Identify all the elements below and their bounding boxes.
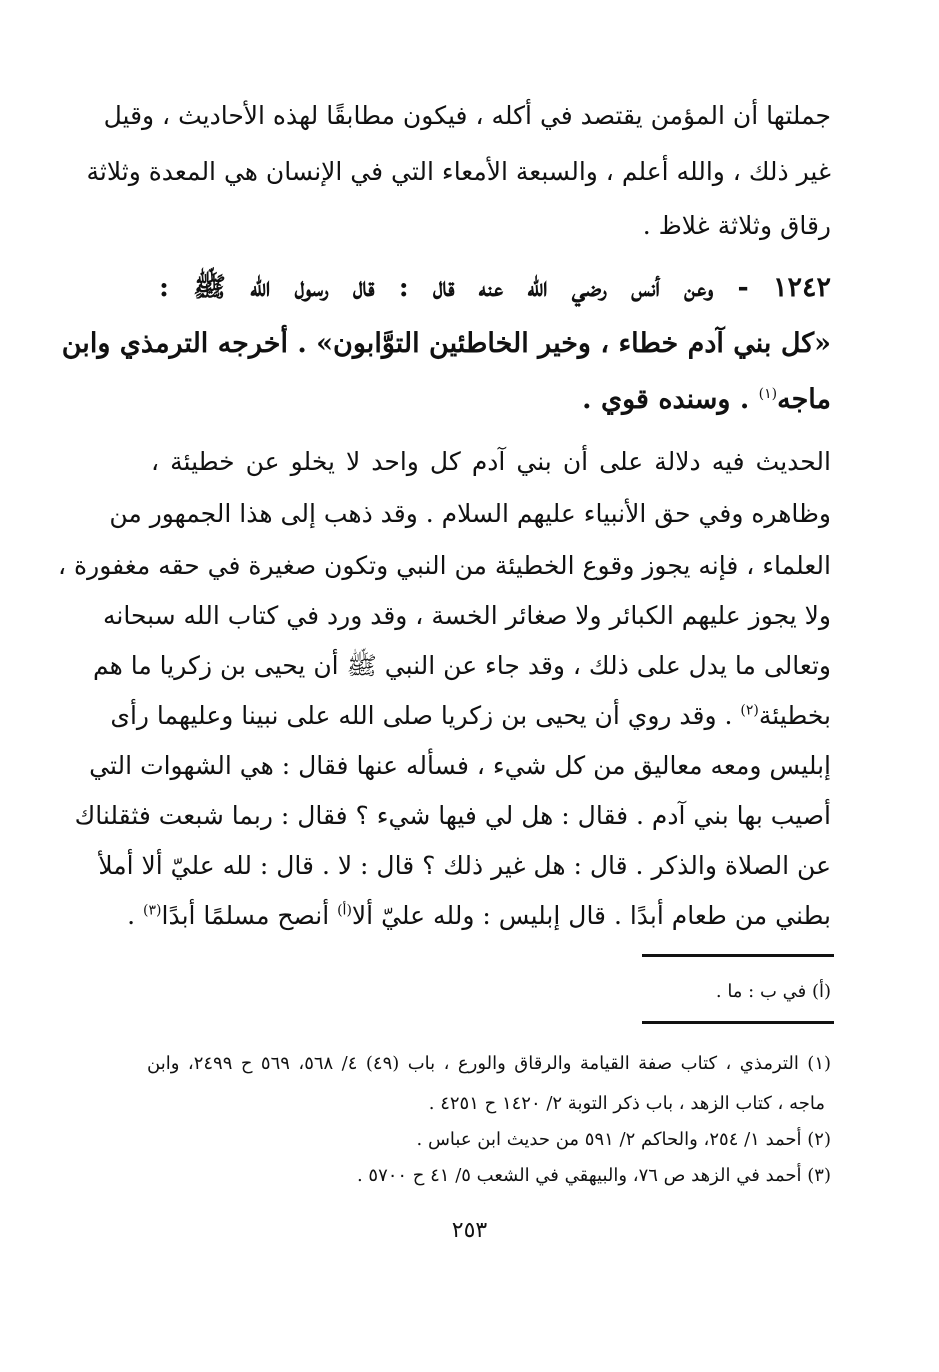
- variant-divider: [642, 954, 834, 957]
- commentary-text: .: [127, 901, 144, 930]
- footnote-ref: (٢): [740, 702, 759, 719]
- commentary-line: إبليس ومعه معاليق من كل شيء ، فسأله عنها فقال : هي الشهوات التي: [89, 751, 831, 780]
- paragraph-line: جملتها أن المؤمن يقتصد في أكله ، فيكون مطابقًا لهذه الأحاديث ، وقيل: [103, 101, 831, 130]
- commentary-line: عن الصلاة والذكر . قال : هل غير ذلك ؟ قال : لا . قال : لله عليّ ألا أملأ: [98, 851, 831, 880]
- commentary-line: وتعالى ما يدل على ذلك ، وقد جاء عن النبي ﷺ أن يحيى بن زكريا ما هم: [92, 651, 831, 680]
- footnote: ماجه ، كتاب الزهد ، باب ذكر التوبة ٢/ ١٤٢٠ ح ٤٢٥١ .: [428, 1093, 825, 1114]
- commentary-line: أصيب بها بني آدم . فقال : هل لي فيها شيء ؟ فقال : ربما شبعت فثقلناك: [74, 801, 831, 830]
- footnote: (٢) أحمد ١/ ٢٥٤، والحاكم ٢/ ٥٩١ من حديث ابن عباس .: [416, 1129, 831, 1150]
- commentary-line: العلماء ، فإنه يجوز وقوع الخطيئة من النبي وتكون صغيرة في حقه مغفورة ،: [58, 551, 831, 580]
- hadith-line: «كل بني آدم خطاء ، وخير الخاطئين التوَّابون» . أخرجه الترمذي وابن: [61, 328, 831, 359]
- variant-note: (أ) في ب : ما .: [715, 981, 831, 1002]
- footnote-divider: [642, 1021, 834, 1024]
- variant-ref: (أ): [337, 902, 352, 919]
- hadith-text: . وسنده قوي .: [582, 384, 759, 415]
- hadith-text: ماجه: [777, 384, 831, 415]
- commentary-text: بطني من طعام أبدًا . قال إبليس : ولله عليّ ألا: [351, 901, 831, 930]
- hadith-line: [159, 378, 831, 422]
- paragraph-line: رقاق وثلاثة غلاظ .: [642, 211, 831, 240]
- page-number: ٢٥٣: [451, 1218, 488, 1243]
- commentary-line: وظاهره وفي حق الأنبياء عليهم السلام . وقد ذهب إلى هذا الجمهور من: [109, 499, 831, 528]
- footnote: (١) الترمذي ، كتاب صفة القيامة والرقاق والورع ، باب (٤٩) ٤/ ٥٦٨، ٥٦٩ ح ٢٤٩٩، وابن: [147, 1053, 832, 1074]
- commentary-text: . وقد روي أن يحيى بن زكريا صلى الله على نبينا وعليهما رأى: [110, 701, 741, 730]
- hadith-line: ١٢٤٢ - وعن أنس رضي الله عنه قال : قال رسول الله ﷺ :: [159, 272, 831, 303]
- footnote-ref: (١): [758, 386, 778, 402]
- commentary-line: الحديث فيه دلالة على أن بني آدم كل واحد لا يخلو عن خطيئة ،: [151, 447, 831, 476]
- footnote: (٣) أحمد في الزهد ص ٧٦، والبيهقي في الشعب ٥/ ٤١ ح ٥٧٠٠ .: [356, 1165, 831, 1186]
- paragraph-line: غير ذلك ، والله أعلم ، والسبعة الأمعاء التي في الإنسان هي المعدة وثلاثة: [86, 157, 831, 186]
- commentary-line: [127, 894, 831, 938]
- commentary-text: أنصح مسلمًا أبدًا: [161, 901, 338, 930]
- footnote-ref: (٣): [143, 902, 162, 919]
- commentary-text: بخطيئة: [758, 701, 831, 730]
- commentary-line: [110, 694, 831, 738]
- commentary-line: ولا يجوز عليهم الكبائر ولا صغائر الخسة ، وقد ورد في كتاب الله سبحانه: [102, 601, 831, 630]
